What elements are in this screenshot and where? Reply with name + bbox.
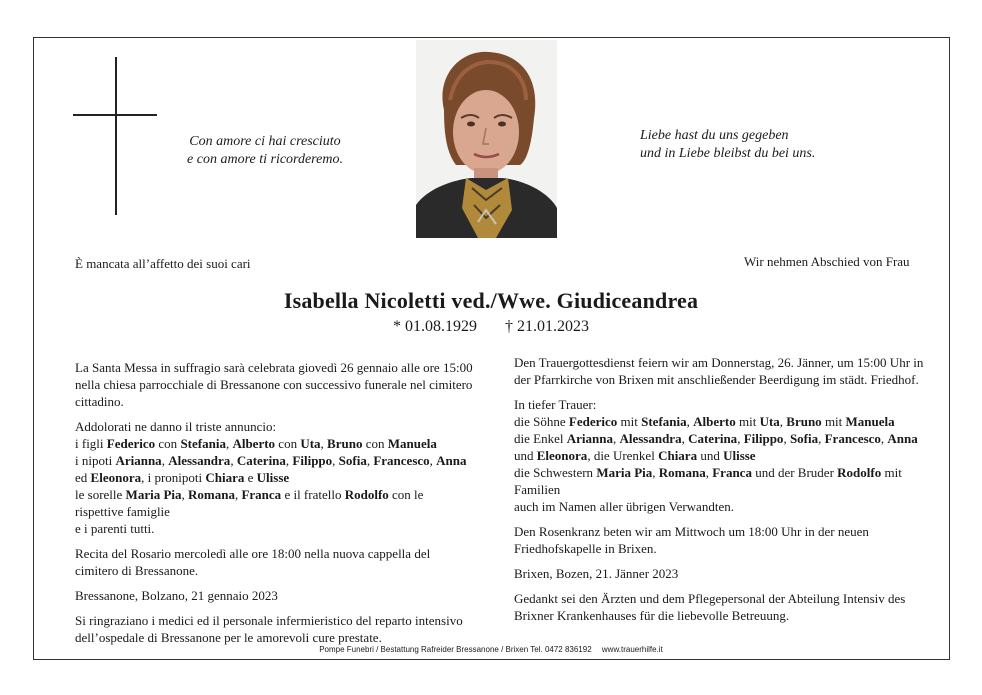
motto-german-line-1: Liebe hast du uns gegeben (640, 128, 789, 143)
footer (0, 645, 982, 654)
family-member-name: Franca (712, 465, 752, 480)
rosary-text-german: Den Rosenkranz beten wir am Mittwoch um 18:00 Uhr in der neuen Friedhofskapelle in Brixen. (514, 524, 869, 556)
motto-german (640, 127, 840, 163)
motto-italian-line-1: Con amore ci hai cresciuto (189, 134, 341, 149)
deceased-name: Isabella Nicoletti ved./Wwe. Giudiceandrea (283, 288, 699, 313)
family-member-name: Alessandra (168, 453, 231, 468)
family-member-name: Federico (106, 436, 156, 451)
family-member-name: Caterina (688, 431, 738, 446)
portrait-photo (416, 40, 557, 238)
family-member-name: Uta (759, 414, 780, 429)
cross-icon-vertical (115, 57, 117, 215)
family-member-name: Alberto (232, 436, 276, 451)
mourners-intro-italian: Addolorati ne danno il triste annuncio: (75, 419, 277, 434)
lead-italian: È mancata all’affetto dei suoi cari (75, 256, 251, 271)
motto-italian-line-2: e con amore ti ricorderemo. (187, 152, 343, 167)
family-member-name: Romana (188, 487, 235, 502)
family-member-name: Chiara (205, 470, 245, 485)
family-member-name: Anna (887, 431, 918, 446)
website-link[interactable]: www.trauerhilfe.it (601, 645, 663, 654)
funeral-company: Pompe Funebri / Bestattung Rafreider Bressanone / Brixen Tel. 0472 836192 (319, 645, 592, 654)
family-member-name: Alessandra (619, 431, 682, 446)
portrait-image (416, 40, 557, 238)
rosary-text-italian: Recita del Rosario mercoledì alle ore 18:00 nella nuova cappella del cimitero di Bressanone. (75, 546, 431, 578)
family-member-name: Bruno (327, 436, 363, 451)
family-member-name: Rodolfo (344, 487, 389, 502)
children-italian: i figli Federico con Stefania, Alberto con Uta, Bruno con Manuela (75, 436, 437, 451)
family-member-name: Manuela (845, 414, 895, 429)
family-member-name: Bruno (786, 414, 822, 429)
family-member-name: Francesco (824, 431, 881, 446)
family-member-name: Filippo (292, 453, 333, 468)
relatives-german: auch im Namen aller übrigen Verwandten. (514, 499, 734, 514)
mourners-intro-german: In tiefer Trauer: (514, 397, 597, 412)
cross-icon-horizontal (73, 114, 157, 116)
thanks-text-german: Gedankt sei den Ärzten und dem Pflegepersonal der Abteilung Intensiv des Brixner Krankenhauses für die liebevolle Betreuung. (514, 591, 906, 623)
italian-column (75, 359, 475, 654)
family-member-name: Eleonora (536, 448, 588, 463)
lead-german: Wir nehmen Abschied von Frau (744, 254, 910, 269)
family-member-name: Ulisse (256, 470, 290, 485)
grandchildren-italian: i nipoti Arianna, Alessandra, Caterina, Filippo, Sofia, Francesco, Anna ed Eleonora, i pronipoti Chiara e Ulisse (75, 453, 467, 485)
family-member-name: Caterina (236, 453, 286, 468)
motto-italian (175, 133, 355, 169)
family-member-name: Alberto (693, 414, 736, 429)
family-member-name: Maria Pia (125, 487, 182, 502)
family-member-name: Maria Pia (596, 465, 653, 480)
grandchildren-german: die Enkel Arianna, Alessandra, Caterina, Filippo, Sofia, Francesco, Anna und Eleonora, die Urenkel Chiara und Ulisse (514, 431, 918, 463)
family-member-name: Stefania (641, 414, 687, 429)
siblings-german: die Schwestern Maria Pia, Romana, Franca und der Bruder Rodolfo mit Familien (514, 465, 902, 497)
family-member-name: Eleonora (90, 470, 142, 485)
family-member-name: Sofia (338, 453, 367, 468)
family-member-name: Arianna (566, 431, 613, 446)
mass-text-italian: La Santa Messa in suffragio sarà celebrata giovedì 26 gennaio alle ore 15:00 nella chiesa parrocchiale di Bressanone con successivo funerale nel cimitero cittadino. (75, 360, 473, 409)
mass-text-german: Den Trauergottesdienst feiern wir am Donnerstag, 26. Jänner, um 15:00 Uhr in der Pfarrkirche von Brixen mit anschließender Beerdigung im städt. Friedhof. (514, 355, 924, 387)
mourners-italian (75, 418, 475, 537)
family-member-name: Federico (568, 414, 618, 429)
death-date: † 21.01.2023 (505, 318, 589, 335)
birth-date: * 01.08.1929 (393, 318, 477, 335)
children-german: die Söhne Federico mit Stefania, Alberto mit Uta, Bruno mit Manuela (514, 414, 895, 429)
family-member-name: Sofia (789, 431, 819, 446)
family-member-name: Rodolfo (837, 465, 882, 480)
siblings-italian: le sorelle Maria Pia, Romana, Franca e il fratello Rodolfo con le rispettive famiglie (75, 487, 424, 519)
family-member-name: Stefania (180, 436, 226, 451)
motto-german-line-2: und in Liebe bleibst du bei uns. (640, 146, 816, 161)
mourners-german (514, 396, 934, 515)
family-member-name: Manuela (387, 436, 437, 451)
family-member-name: Filippo (743, 431, 784, 446)
place-date-german: Brixen, Bozen, 21. Jänner 2023 (514, 566, 679, 581)
family-member-name: Anna (436, 453, 467, 468)
family-member-name: Ulisse (723, 448, 756, 463)
family-member-name: Francesco (373, 453, 430, 468)
family-member-name: Romana (658, 465, 706, 480)
family-member-name: Uta (300, 436, 321, 451)
thanks-text-italian: Si ringraziano i medici ed il personale infermieristico del reparto intensivo dell’ospedale di Bressanone per le amorevoli cure prestate. (75, 613, 463, 645)
life-dates (0, 318, 982, 336)
relatives-italian: e i parenti tutti. (75, 521, 155, 536)
german-column (514, 354, 934, 632)
place-date-italian: Bressanone, Bolzano, 21 gennaio 2023 (75, 588, 278, 603)
family-member-name: Chiara (658, 448, 698, 463)
family-member-name: Franca (241, 487, 282, 502)
family-member-name: Arianna (115, 453, 162, 468)
